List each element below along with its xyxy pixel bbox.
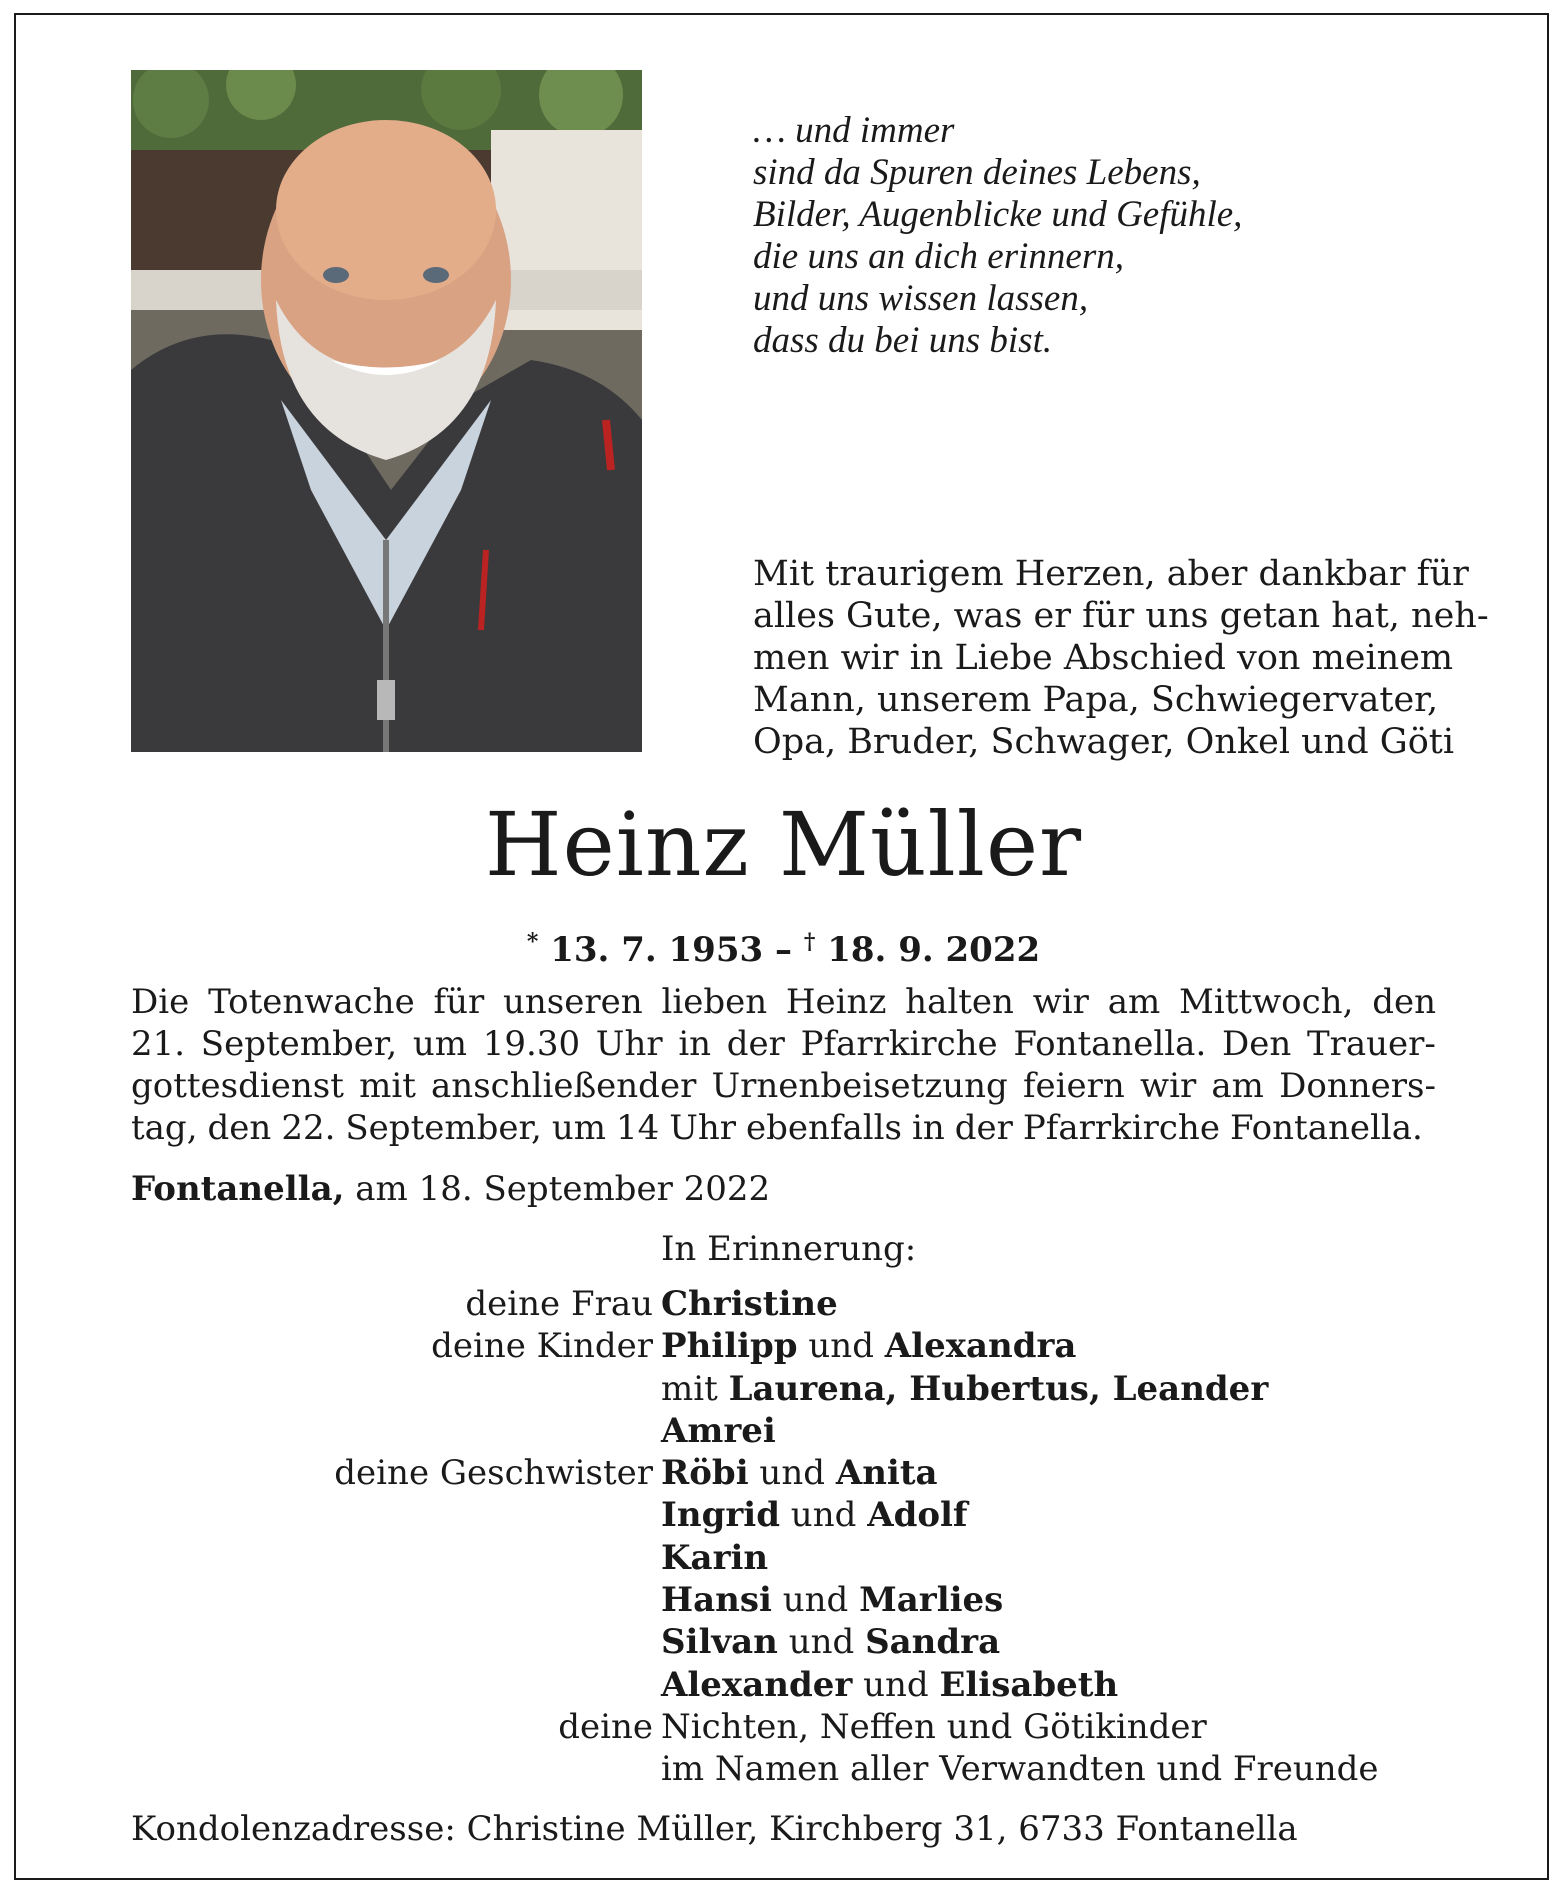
- place-date: [131, 1168, 770, 1210]
- mourner-row: [131, 1410, 1461, 1452]
- details-word: September,: [345, 1108, 542, 1148]
- mourner-name: Röbi: [661, 1453, 749, 1494]
- details-word: halten: [905, 982, 1014, 1022]
- details-word: um: [412, 1024, 468, 1064]
- mourner-name: Ingrid: [661, 1495, 780, 1536]
- mourner-name: Silvan: [661, 1622, 778, 1663]
- mourner-names: [661, 1621, 1461, 1663]
- intro-line: alles Gute, was er für uns getan hat, neh-: [753, 596, 1489, 636]
- details-word: um: [551, 1108, 606, 1148]
- details-word: 21.: [131, 1024, 186, 1064]
- mourner-relation: [131, 1494, 661, 1536]
- mourner-names: [661, 1283, 1461, 1325]
- mourner-row: [131, 1368, 1461, 1410]
- details-line: [131, 1023, 1436, 1065]
- details-word: Uhr: [669, 1108, 737, 1148]
- mourner-names: [661, 1410, 1461, 1452]
- mourner-relation: [131, 1579, 661, 1621]
- details-word: Pfarrkirche: [800, 1024, 998, 1064]
- place-date-text: am 18. September 2022: [355, 1169, 771, 1209]
- mourner-names: [661, 1706, 1461, 1748]
- death-mark: †: [803, 929, 816, 955]
- mourner-name: Christine: [661, 1284, 838, 1324]
- mourner-name: Amrei: [661, 1410, 776, 1451]
- details-word: mit: [359, 1066, 416, 1106]
- poem-line: sind da Spuren deines Lebens,: [753, 152, 1201, 193]
- details-word: ebenfalls: [746, 1108, 902, 1148]
- mourner-connector: im Namen aller Verwandten und Freunde: [661, 1749, 1379, 1790]
- birth-date: 13. 7. 1953: [550, 930, 764, 970]
- mourner-row: [131, 1621, 1461, 1663]
- mourner-relation: [131, 1368, 661, 1410]
- details-word: 14: [615, 1108, 660, 1148]
- mourner-relation: deine Frau: [465, 1284, 653, 1324]
- mourner-names: [661, 1537, 1461, 1579]
- mourner-relation: deine Kinder: [431, 1326, 653, 1367]
- mourner-relation: [131, 1748, 661, 1790]
- mourner-names: [661, 1748, 1461, 1790]
- memorial-poem: [753, 110, 1473, 362]
- mourner-name: Karin: [661, 1537, 769, 1578]
- mourner-name: Anita: [835, 1453, 938, 1494]
- mourner-relation: [131, 1664, 661, 1706]
- mourner-name: Philipp: [661, 1326, 798, 1367]
- condolence-address: Kondolenzadresse: Christine Müller, Kirchberg 31, 6733 Fontanella: [131, 1809, 1298, 1849]
- mourner-name: Marlies: [859, 1580, 1004, 1621]
- details-word: Heinz: [785, 982, 887, 1022]
- details-word: für: [433, 982, 485, 1022]
- mourner-row: [131, 1283, 1461, 1325]
- mourner-connector: und: [777, 1622, 866, 1663]
- details-word: 19.30: [482, 1024, 581, 1064]
- details-word: Uhr: [595, 1024, 663, 1064]
- mourner-relation: [131, 1537, 661, 1579]
- details-word: September,: [200, 1024, 398, 1064]
- portrait-photo: [131, 70, 642, 752]
- mourner-relation: deine Geschwister: [334, 1453, 653, 1494]
- details-word: den: [207, 1108, 272, 1148]
- mourner-name: Elisabeth: [939, 1664, 1119, 1705]
- details-word: feiern: [1022, 1066, 1125, 1106]
- farewell-intro: [753, 553, 1489, 763]
- details-word: Fontanella.: [1229, 1108, 1423, 1148]
- poem-line: dass du bei uns bist.: [753, 320, 1053, 361]
- details-word: lieben: [661, 982, 768, 1022]
- details-word: in: [912, 1108, 945, 1148]
- mourners-list: [131, 1283, 1461, 1791]
- details-word: Mittwoch,: [1179, 982, 1354, 1022]
- mourner-relation: [131, 1621, 661, 1663]
- mourner-row: [131, 1494, 1461, 1536]
- death-date: 18. 9. 2022: [827, 930, 1041, 970]
- mourner-name: Alexander: [661, 1664, 853, 1705]
- date-separator: –: [775, 930, 792, 970]
- details-word: Urnenbeisetzung: [711, 1066, 1008, 1106]
- place-city: Fontanella,: [131, 1169, 345, 1209]
- details-line: [131, 981, 1436, 1023]
- mourner-connector: und: [852, 1664, 940, 1705]
- mourner-names: [661, 1664, 1461, 1706]
- details-line: [131, 1065, 1436, 1107]
- mourner-name: Laurena, Hubertus, Leander: [728, 1368, 1269, 1409]
- mourner-names: [661, 1368, 1461, 1410]
- details-word: Trauer-: [1306, 1024, 1436, 1064]
- details-word: anschließender: [431, 1066, 697, 1106]
- mourner-names: [661, 1494, 1461, 1536]
- mourner-names: [661, 1452, 1461, 1494]
- details-word: am: [1107, 982, 1161, 1022]
- details-word: unseren: [503, 982, 643, 1022]
- details-word: den: [1372, 982, 1436, 1022]
- details-word: am: [1211, 1066, 1264, 1106]
- details-word: gottesdienst: [131, 1066, 344, 1106]
- mourner-relation: deine: [558, 1706, 653, 1747]
- remembrance-heading: In Erinnerung:: [661, 1229, 917, 1269]
- details-word: in: [678, 1024, 712, 1064]
- mourner-name: Sandra: [865, 1622, 1001, 1663]
- mourner-name: Alexandra: [884, 1326, 1077, 1367]
- details-word: tag,: [131, 1108, 198, 1148]
- details-word: Totenwache: [208, 982, 415, 1022]
- details-word: Fontanella.: [1013, 1024, 1207, 1064]
- mourner-name: Hansi: [661, 1580, 772, 1621]
- details-word: der: [954, 1108, 1013, 1148]
- mourner-row: [131, 1325, 1461, 1367]
- mourner-row: [131, 1452, 1461, 1494]
- mourner-names: [661, 1325, 1461, 1367]
- mourner-row: [131, 1748, 1461, 1790]
- birth-mark: *: [526, 929, 539, 955]
- details-word: Pfarrkirche: [1022, 1108, 1220, 1148]
- mourner-relation: [131, 1410, 661, 1452]
- mourner-connector: und: [797, 1326, 885, 1367]
- mourner-row: [131, 1664, 1461, 1706]
- mourner-connector: Nichten, Neffen und Götikinder: [661, 1706, 1207, 1747]
- poem-line: und uns wissen lassen,: [753, 278, 1089, 319]
- mourner-name: Adolf: [867, 1495, 968, 1536]
- details-word: der: [726, 1024, 785, 1064]
- mourner-connector: und: [780, 1495, 868, 1536]
- details-word: wir: [1140, 1066, 1197, 1106]
- intro-line: Opa, Bruder, Schwager, Onkel und Göti: [753, 722, 1455, 762]
- funeral-details: [131, 981, 1436, 1149]
- poem-line: … und immer: [753, 110, 955, 151]
- mourner-connector: und: [748, 1453, 836, 1494]
- details-word: Donners-: [1279, 1066, 1436, 1106]
- mourner-row: [131, 1537, 1461, 1579]
- intro-line: Mit traurigem Herzen, aber dankbar für: [753, 554, 1469, 594]
- details-word: wir: [1032, 982, 1089, 1022]
- mourner-row: [131, 1579, 1461, 1621]
- details-word: Die: [131, 982, 190, 1022]
- life-dates: [0, 922, 1567, 970]
- mourner-row: [131, 1706, 1461, 1748]
- mourner-names: [661, 1579, 1461, 1621]
- mourner-connector: und: [771, 1580, 860, 1621]
- details-line: [131, 1107, 1436, 1149]
- deceased-name: Heinz Müller: [484, 793, 1083, 896]
- poem-line: Bilder, Augenblicke und Gefühle,: [753, 194, 1243, 235]
- details-word: Den: [1221, 1024, 1292, 1064]
- poem-line: die uns an dich erinnern,: [753, 236, 1124, 277]
- details-word: 22.: [281, 1108, 336, 1148]
- intro-line: men wir in Liebe Abschied von meinem: [753, 638, 1454, 678]
- mourner-connector: mit: [661, 1368, 729, 1409]
- intro-line: Mann, unserem Papa, Schwiegervater,: [753, 680, 1439, 720]
